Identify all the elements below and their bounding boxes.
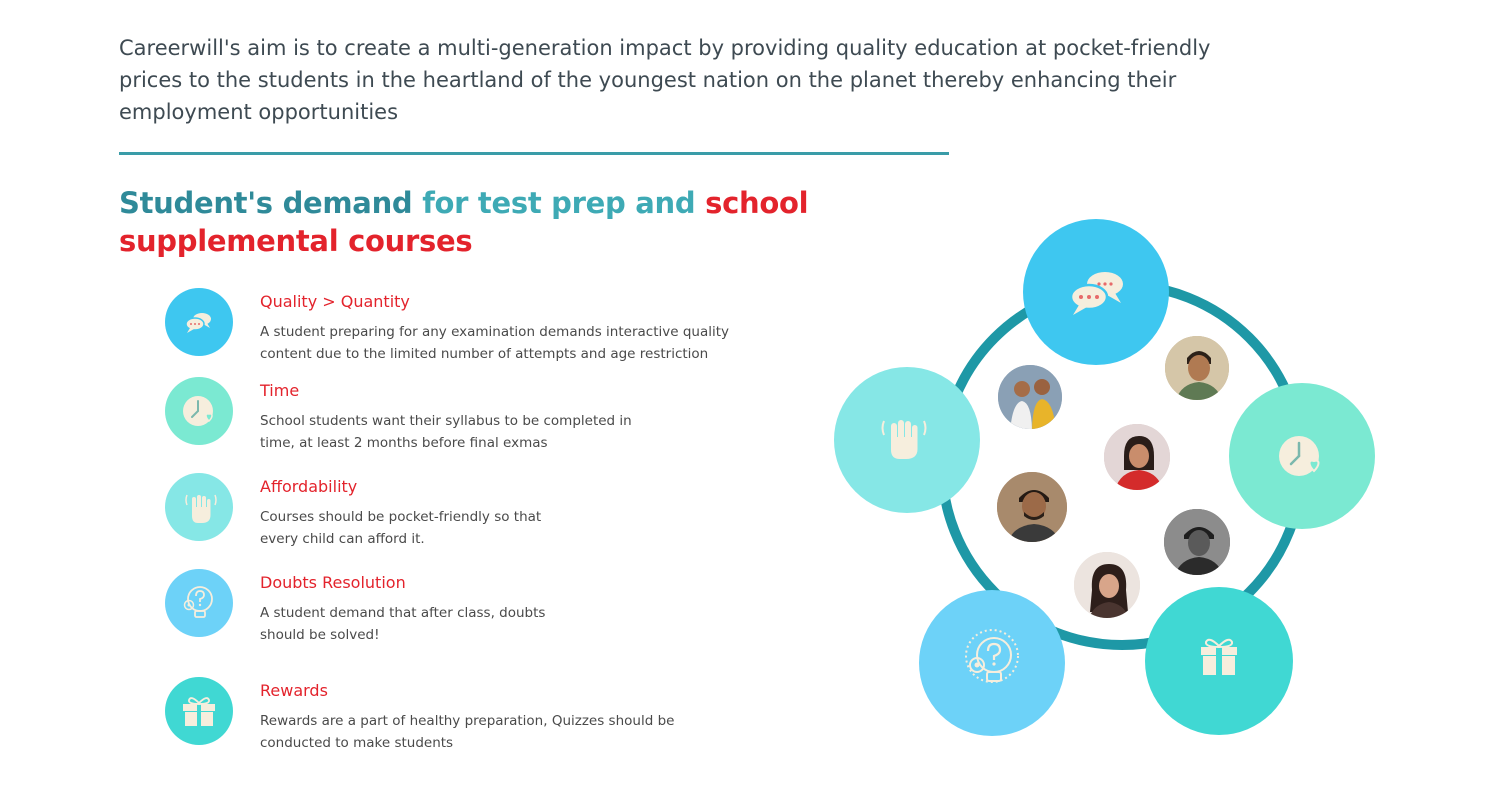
heading-part-4: supplemental courses: [119, 224, 473, 258]
demand-ring-diagram: [820, 210, 1400, 750]
feature-doubts-resolution: [165, 569, 785, 649]
student-avatar: [995, 470, 1069, 544]
student-avatar: [1102, 422, 1172, 492]
feature-desc-line: conducted to make students: [260, 735, 454, 751]
clock-heart-icon: [165, 377, 233, 445]
student-avatar: [1163, 334, 1231, 402]
clock-heart-icon: [1229, 383, 1375, 529]
feature-desc-line: Rewards are a part of healthy preparation, Quizzes should be: [260, 713, 675, 729]
raised-hand-icon: [165, 473, 233, 541]
heading-part-1: Student's demand: [119, 186, 413, 220]
lightbulb-question-icon: [165, 569, 233, 637]
gift-icon: [1145, 587, 1293, 735]
feature-title: Time: [260, 381, 300, 400]
chat-bubbles-icon: [165, 288, 233, 356]
student-avatar: [996, 363, 1064, 431]
feature-desc-line: time, at least 2 months before final exmas: [260, 435, 548, 451]
lightbulb-question-icon: [919, 590, 1065, 736]
feature-desc-line: A student demand that after class, doubts: [260, 605, 546, 621]
feature-desc-line: A student preparing for any examination demands interactive quality: [260, 324, 729, 340]
feature-affordability: [165, 473, 785, 553]
raised-hand-icon: [834, 367, 980, 513]
feature-title: Quality > Quantity: [260, 292, 410, 311]
feature-time: [165, 377, 785, 457]
intro-line-3: employment opportunities: [119, 100, 399, 124]
feature-desc-line: every child can afford it.: [260, 531, 425, 547]
feature-desc-line: should be solved!: [260, 627, 380, 643]
chat-bubbles-icon: [1023, 219, 1169, 365]
heading-part-3: school: [705, 186, 809, 220]
heading-part-2: for test prep and: [422, 186, 696, 220]
feature-desc-line: School students want their syllabus to be completed in: [260, 413, 632, 429]
gift-icon: [165, 677, 233, 745]
feature-description: [260, 410, 770, 454]
feature-desc-line: content due to the limited number of attempts and age restriction: [260, 346, 709, 362]
intro-line-2: prices to the students in the heartland of the youngest nation on the planet thereby enhancing their: [119, 68, 1177, 92]
feature-description: [260, 506, 770, 550]
student-avatar: [1072, 550, 1142, 620]
feature-quality: [165, 288, 785, 368]
feature-title: Rewards: [260, 681, 328, 700]
section-heading: [119, 184, 839, 260]
feature-desc-line: Courses should be pocket-friendly so that: [260, 509, 542, 525]
student-avatar: [1162, 507, 1232, 577]
feature-description: [260, 321, 770, 365]
feature-rewards: [165, 677, 785, 757]
feature-title: Affordability: [260, 477, 358, 496]
feature-description: [260, 602, 770, 646]
feature-title: Doubts Resolution: [260, 573, 406, 592]
section-divider: [119, 152, 949, 155]
intro-line-1: Careerwill's aim is to create a multi-generation impact by providing quality education at pocket-friendly: [119, 36, 1211, 60]
feature-description: [260, 710, 770, 754]
intro-paragraph: [119, 32, 1239, 128]
